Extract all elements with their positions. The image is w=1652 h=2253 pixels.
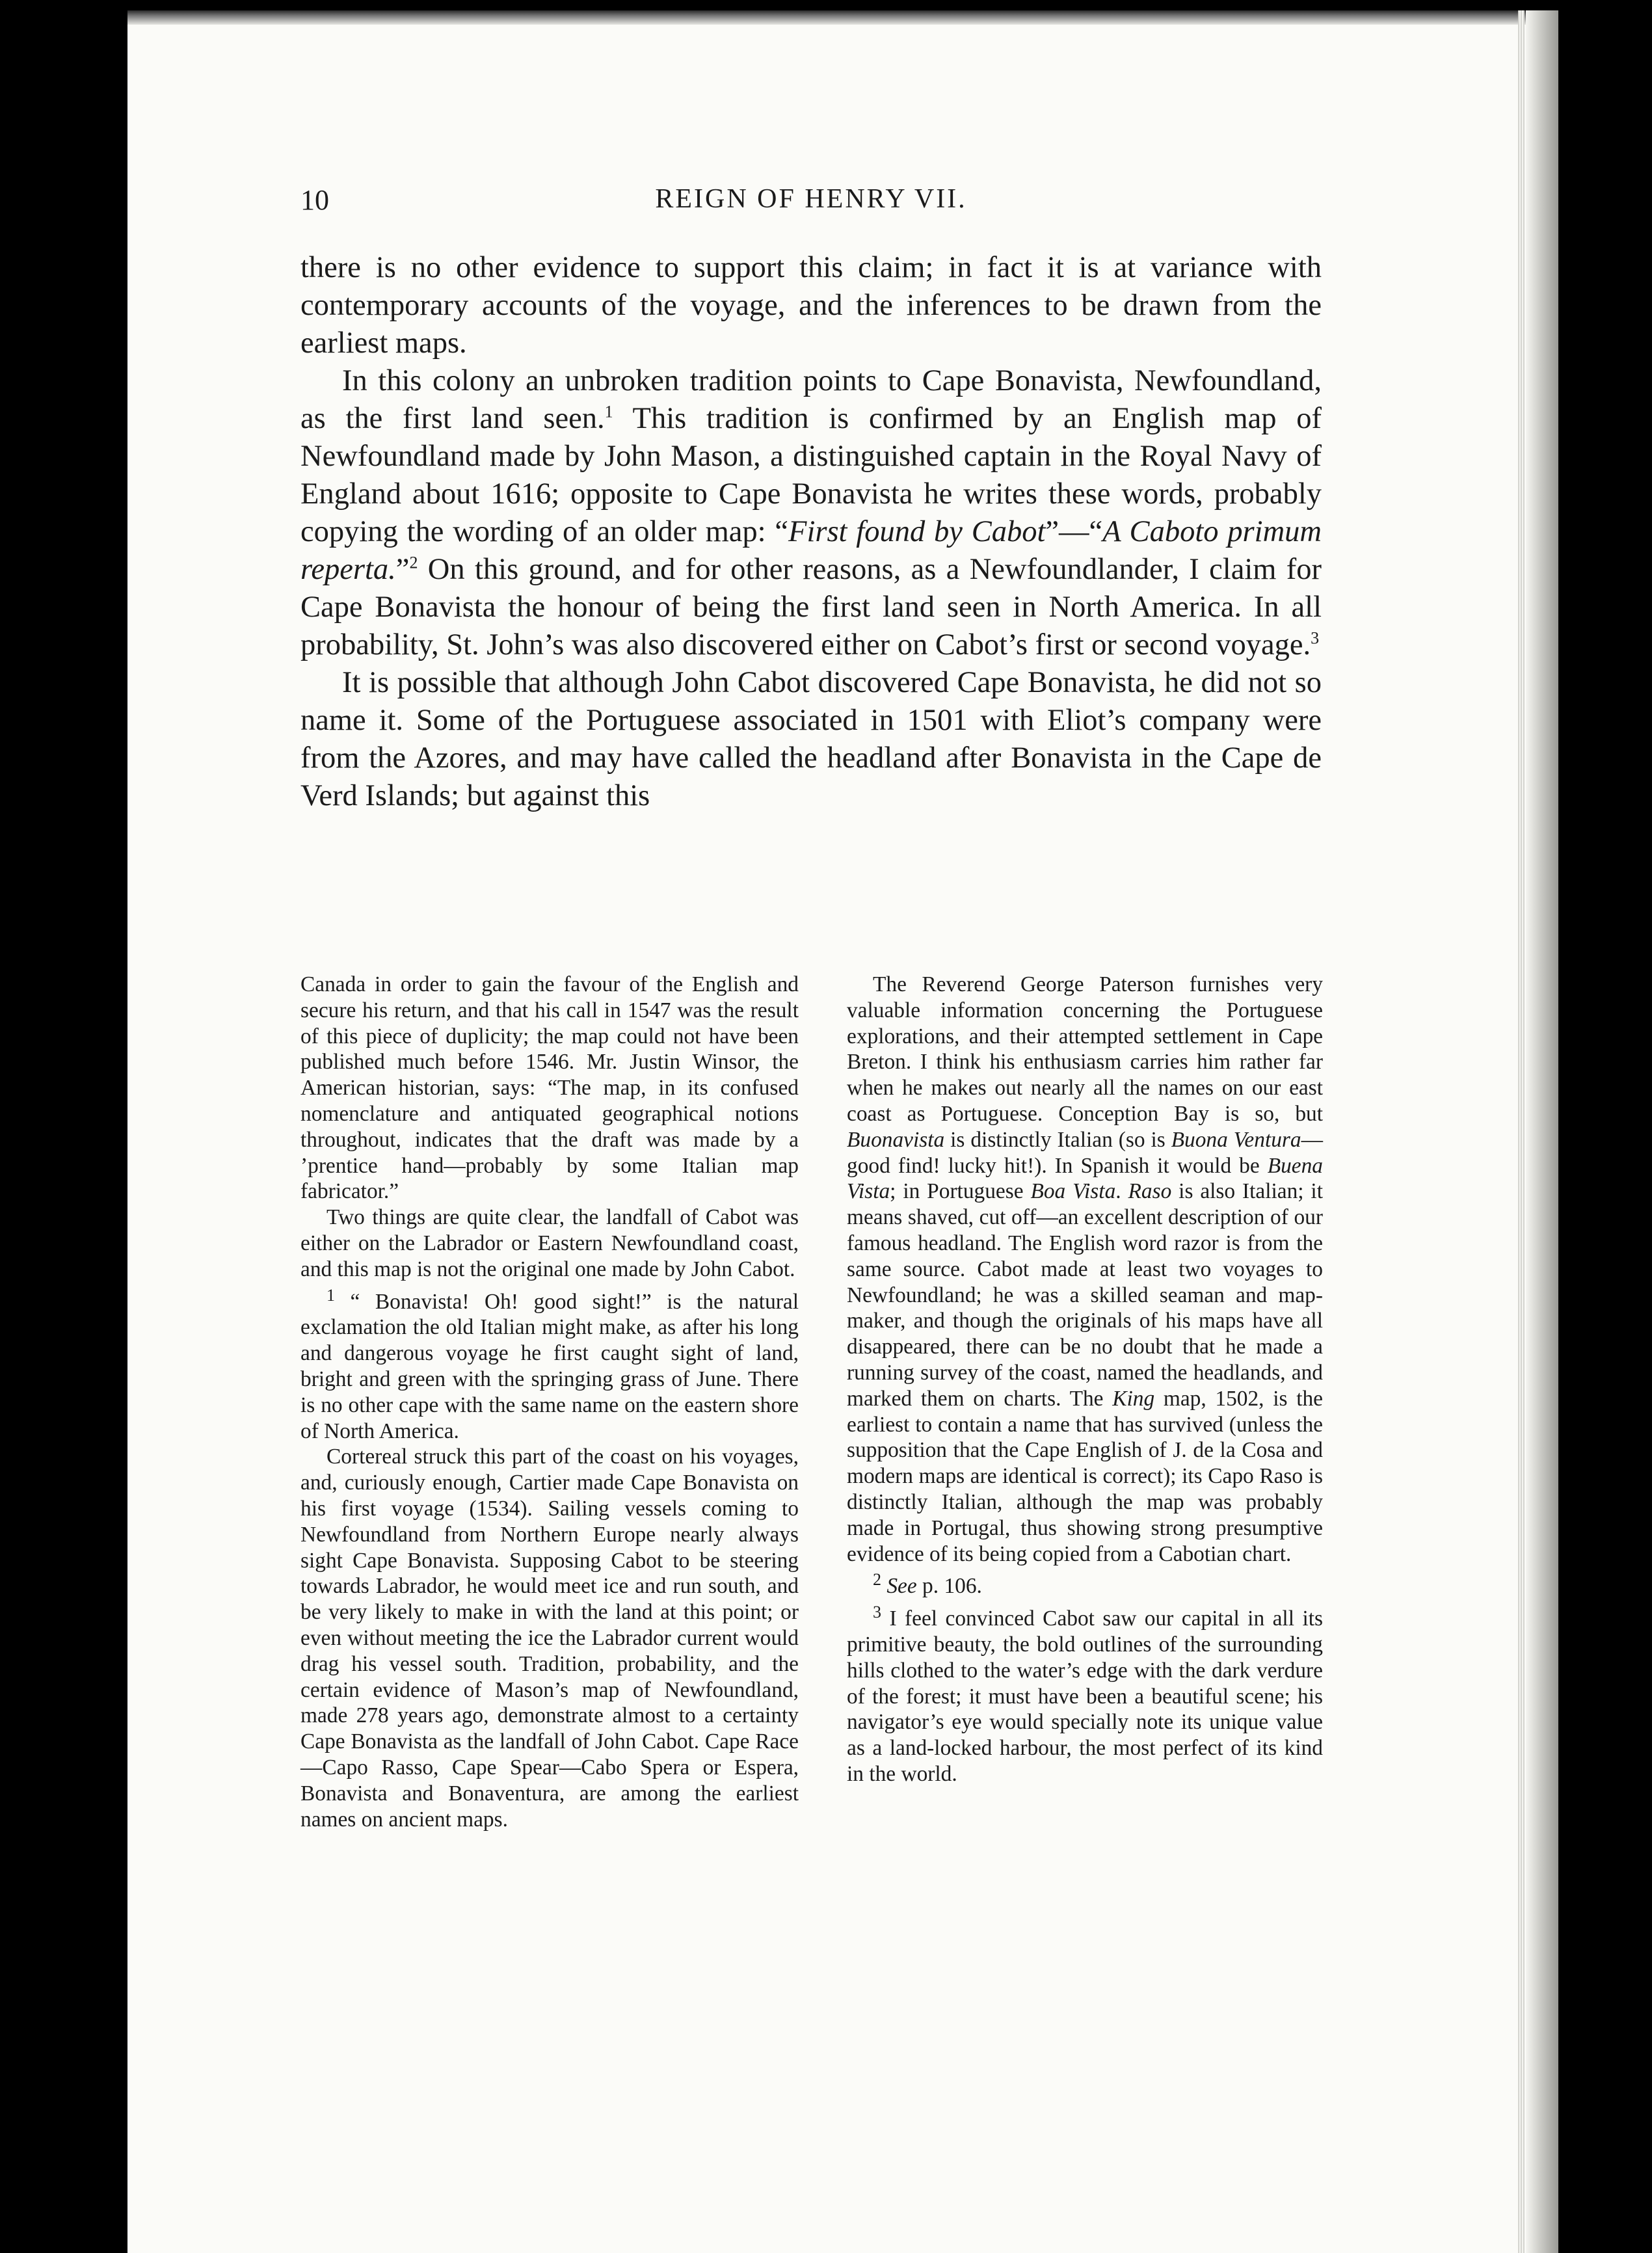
fn-text-c: —good find! lucky hit!). In Spanish it would be [847, 1127, 1323, 1178]
page-number: 10 [300, 184, 329, 216]
footnote-1 [300, 1285, 799, 1445]
p2-quote-2: A Caboto primum reperta. [300, 515, 1322, 586]
fn-italic-1: Buonavista [847, 1127, 945, 1152]
footnotes-right-column [847, 972, 1323, 1787]
p2-text-e: On this ground, and for other reasons, as a Newfoundlander, I claim for Cape Bonavista the honour of being the first land seen in North America. In all probability, St. John’s was also discovered either on Cabot’s first or second voyage. [300, 553, 1322, 661]
footnotes-left-column [300, 972, 799, 1832]
page-edge-stack [1518, 10, 1525, 2253]
footnote-1-paragraph-3 [847, 972, 1323, 1567]
footnote-1-paragraph-2: Cortereal struck this part of the coast on his voyages, and, curiously enough, Cartier made Cape Bonavista on his first voyage (1534). Sailing vessels coming to Newfoundland from Northern Europe nearly always sight Cape Bonavista. Supposing Cabot to be steering towards Labrador, he would meet ice and run south, and be very likely to make in with the land at this point; or even without meeting the ice the Labrador current would drag his vessel south. Tradition, probability, and the certain evidence of Mason’s map of Newfoundland, made 278 years ago, demonstrate almost to a certainty Cape Bonavista as the landfall of John Cabot. Cape Race—Capo Rasso, Cape Spear—Cabo Spera or Espera, Bonavista and Bonaventura, are among the earliest names on ancient maps. [300, 1445, 799, 1832]
running-head: REIGN OF HENRY VII. [655, 184, 967, 214]
footnote-2-mark: 2 [873, 1570, 881, 1590]
footnote-1-text: “ Bonavista! Oh! good sight!” is the natural exclamation the old Italian might make, as after his long and dangerous voyage he first caught sight of land, bright and green with the springing grass of June. There is no other cape with the same name on the eastern shore of North America. [300, 1289, 799, 1443]
fn-text-g: map, 1502, is the earliest to contain a name that has survived (unless the supposition that the Cape English of J. de la Cosa and modern maps are identical is correct); its Capo Raso is distinctly Italian, although the map was probably made in Portugal, thus showing strong presumptive evidence of its being copied from a Cabotian chart. [847, 1386, 1324, 1566]
fn-italic-2: Buona Ventura [1171, 1127, 1301, 1152]
fn-italic-3: Buena Vista [847, 1153, 1323, 1204]
fn-italic-4: Boa Vista [1030, 1179, 1116, 1204]
fn-italic-6: King [1112, 1386, 1155, 1411]
p2-text-d: ” [395, 553, 410, 586]
page-right-edge [1526, 10, 1558, 2253]
footnote-3 [847, 1603, 1323, 1787]
fn-italic-5: Raso [1128, 1179, 1172, 1204]
footnote-3-text: I feel convinced Cabot saw our capital in all its primitive beauty, the bold outlines of the surrounding hills clothed to the water’s edge with the dark verdure of the forest; it must have been a beautiful scene; his navigator’s eye would specially note its unique value as a land-locked harbour, the most perfect of its kind in the world. [847, 1606, 1323, 1786]
footnote-ref-1: 1 [604, 402, 613, 421]
fn-text-d: ; in Portuguese [890, 1179, 1031, 1204]
footnote-ref-2: 2 [409, 553, 418, 572]
fn-text-f: is also Italian; it means shaved, cut off—an excellent description of our famous headland. The English word razor is from the same source. Cabot made at least two voyages to Newfoundland; he was a skilled seaman and map-maker, and though the originals of his maps have all disappeared, there can be no doubt that he made a running survey of the coast, named the headlands, and marked them on charts. The [847, 1179, 1323, 1411]
main-text [300, 249, 1322, 815]
paragraph-2 [300, 362, 1322, 664]
footnote-ref-3: 3 [1311, 628, 1320, 648]
p2-text-b: This tradition is confirmed by an English map of Newfoundland made by John Mason, a distinguished captain in the Royal Navy of England about 1616; opposite to Cape Bonavista he writes these words, probably copying the wording of an older map: “ [300, 402, 1322, 548]
footnote-1-mark: 1 [326, 1285, 335, 1305]
p2-text-a: In this colony an unbroken tradition points to Cape Bonavista, Newfoundland, as the first land seen. [300, 364, 1322, 435]
fn-text-e: . [1115, 1179, 1128, 1204]
p2-quote-1: First found by Cabot [788, 515, 1046, 548]
footnote-2 [847, 1570, 1323, 1599]
footnote-2-see: See [886, 1574, 917, 1599]
page-header [300, 183, 1322, 222]
footnote-continuation: Canada in order to gain the favour of the English and secure his return, and that his call in 1547 was the result of this piece of duplicity; the map could not have been published much before 1546. Mr. Justin Winsor, the American historian, says: “The map, in its confused nomenclature and antiquated geographical notions throughout, indicates that the draft was made by a ’prentice hand—probably by some Italian map fabricator.” [300, 972, 799, 1204]
p2-text-c: ”—“ [1045, 515, 1103, 548]
paragraph-3: It is possible that although John Cabot discovered Cape Bonavista, he did not so name it. Some of the Portuguese associated in 1501 with Eliot’s company were from the Azores, and may have called the headland after Bonavista in the Cape de Verd Islands; but against this [300, 666, 1322, 812]
footnote-2-text: p. 106. [916, 1574, 982, 1599]
scan-top-edge [127, 10, 1558, 25]
footnote-paragraph: Two things are quite clear, the landfall of Cabot was either on the Labrador or Eastern Newfoundland coast, and this map is not the original one made by John Cabot. [300, 1205, 799, 1281]
paragraph-1: there is no other evidence to support this claim; in fact it is at variance with contemporary accounts of the voyage, and the inferences to be drawn from the earliest maps. [300, 251, 1322, 360]
fn-text-b: is distinctly Italian (so is [944, 1127, 1171, 1152]
fn-text-a: The Reverend George Paterson furnishes very valuable information concerning the Portuguese explorations, and their attempted settlement in Cape Breton. I think his enthusiasm carries him rather far when he makes out nearly all the names on our east coast as Portuguese. Conception Bay is so, but [847, 972, 1323, 1126]
footnote-3-mark: 3 [873, 1603, 881, 1621]
